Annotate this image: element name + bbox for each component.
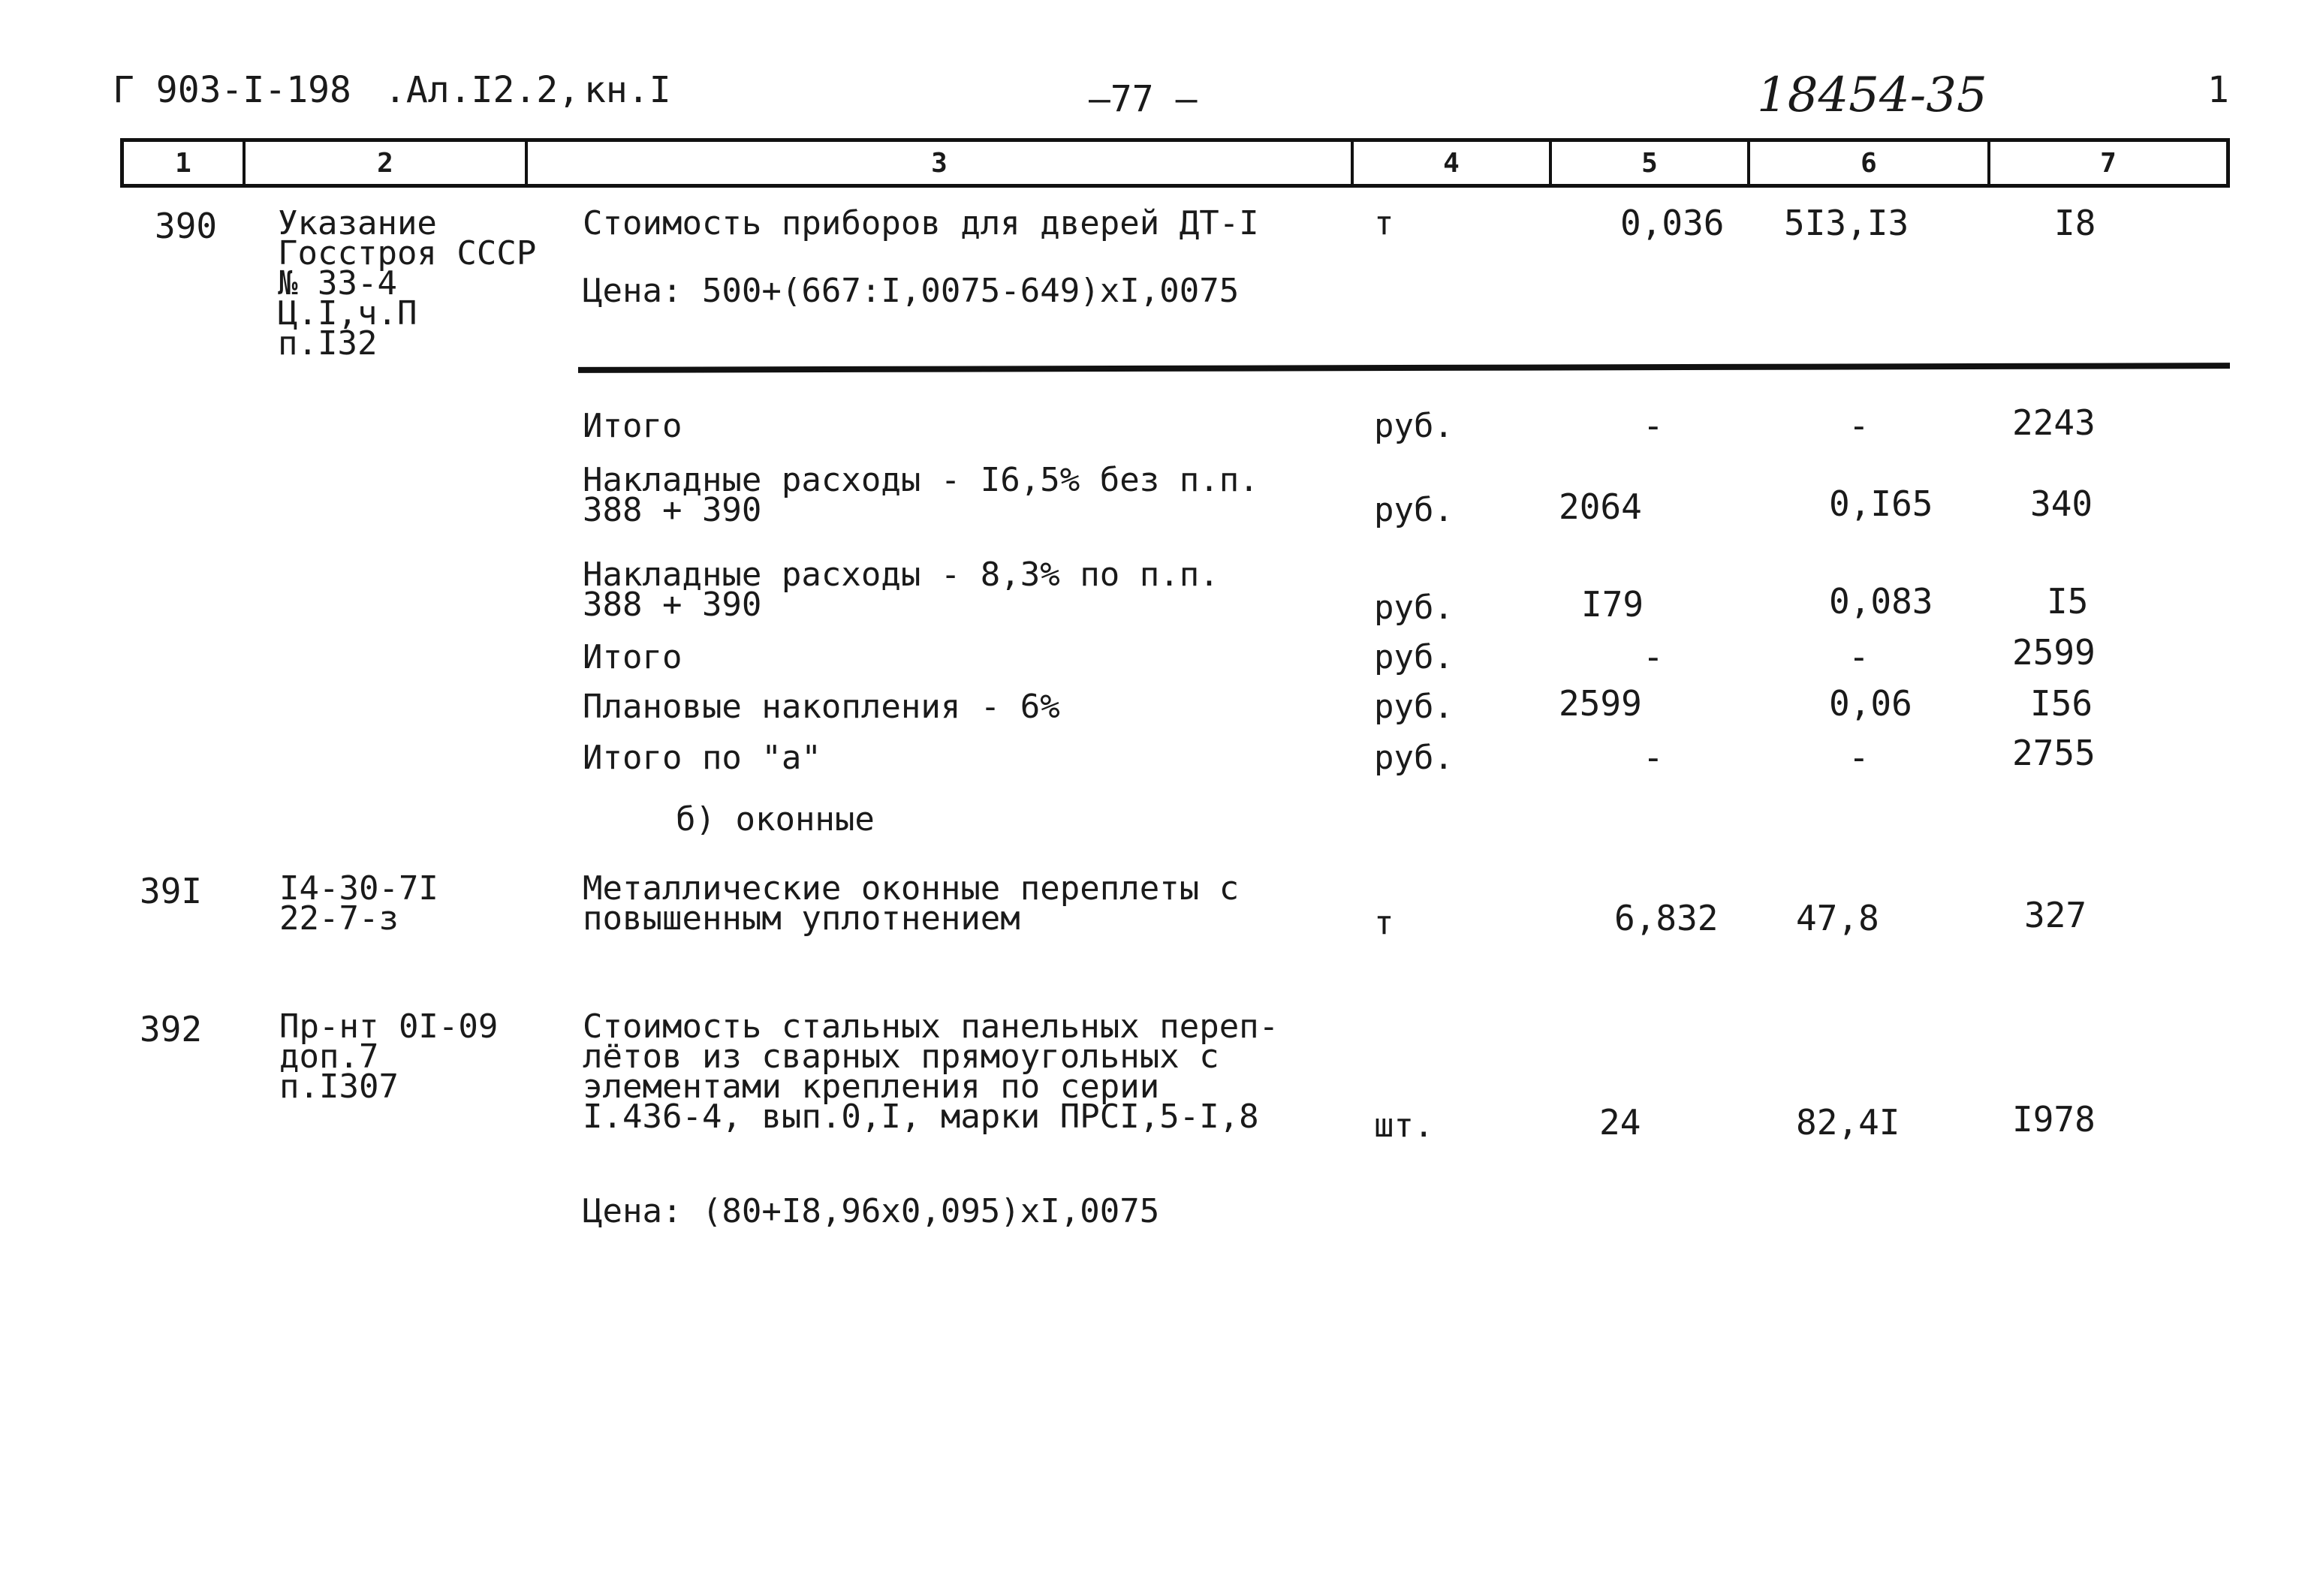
subtotal-2-col5: - — [1643, 637, 1664, 677]
planned-savings-base: 2599 — [1559, 683, 1642, 724]
overhead-1-base: 2064 — [1559, 486, 1642, 527]
row-392-price-formula: Цена: (80+I8,96x0,095)xI,0075 — [583, 1192, 1160, 1230]
row-390-number: 390 — [155, 206, 218, 246]
row-390-unit: т — [1374, 204, 1394, 242]
row-392-total: I978 — [2012, 1099, 2096, 1140]
row-392-quantity: 24 — [1599, 1102, 1641, 1143]
album-reference: .Ал.I2.2, — [384, 69, 580, 111]
overhead-2-unit: руб. — [1374, 589, 1454, 627]
row-391-unit: т — [1374, 904, 1394, 942]
overhead-1-rate: 0,I65 — [1829, 483, 1933, 524]
subtotal-2-unit: руб. — [1374, 638, 1454, 676]
handwritten-reference: 18454-35 — [1757, 68, 1987, 123]
overhead-2-rate: 0,083 — [1829, 581, 1933, 622]
row-391-quantity: 6,832 — [1614, 898, 1719, 938]
row-390-quantity: 0,036 — [1620, 203, 1725, 243]
overhead-2-total: I5 — [2047, 581, 2089, 622]
section-b-heading: б) оконные — [676, 800, 875, 839]
row-391-basis: I4-30-7I 22-7-з — [279, 869, 438, 938]
column-header-row — [120, 138, 2230, 188]
row-392-basis: Пр-нт 0I-09 доп.7 п.I307 — [279, 1007, 499, 1106]
total-a-unit: руб. — [1374, 739, 1454, 777]
book-reference: кн.I — [584, 69, 671, 111]
subtotal-2-total: 2599 — [2012, 632, 2096, 673]
subtotal-1-total: 2243 — [2012, 402, 2096, 443]
column-header-6: 6 — [1750, 142, 1990, 184]
row-390-price-formula: Цена: 500+(667:I,0075-649)xI,0075 — [583, 272, 1240, 310]
row-392-unit: шт. — [1374, 1107, 1434, 1145]
subtotal-1-col6: - — [1849, 405, 1870, 446]
planned-savings-total: I56 — [2030, 683, 2093, 724]
row-391-unit-price: 47,8 — [1796, 898, 1879, 938]
column-header-5: 5 — [1552, 142, 1750, 184]
row-391-number: 39I — [140, 871, 203, 911]
corner-mark: 1 — [2207, 69, 2229, 111]
total-a-total: 2755 — [2012, 733, 2096, 773]
overhead-1-unit: руб. — [1374, 491, 1454, 529]
subtotal-2-col6: - — [1849, 637, 1870, 677]
section-divider — [578, 363, 2230, 373]
subtotal-1-col5: - — [1643, 405, 1664, 446]
overhead-2-base: I79 — [1581, 584, 1644, 625]
column-header-4: 4 — [1354, 142, 1552, 184]
column-header-2: 2 — [246, 142, 528, 184]
column-header-7: 7 — [2100, 147, 2117, 179]
planned-savings-unit: руб. — [1374, 688, 1454, 726]
row-392-number: 392 — [140, 1009, 203, 1049]
document-code: Г 903-I-198 — [113, 69, 351, 111]
overhead-1-label: Накладные расходы - I6,5% без п.п. 388 + 390 — [583, 461, 1259, 529]
row-390-unit-price: 5I3,I3 — [1784, 203, 1909, 243]
planned-savings-rate: 0,06 — [1829, 683, 1912, 724]
row-391-description: Металлические оконные переплеты с повышенным уплотнением — [583, 869, 1240, 938]
overhead-1-total: 340 — [2030, 483, 2093, 524]
planned-savings-label: Плановые накопления - 6% — [583, 688, 1060, 726]
overhead-2-label: Накладные расходы - 8,3% по п.п. 388 + 390 — [583, 556, 1219, 624]
row-390-total: I8 — [2054, 203, 2096, 243]
column-header-1: 1 — [124, 142, 246, 184]
subtotal-1-label: Итого — [583, 407, 682, 445]
total-a-col6: - — [1849, 737, 1870, 778]
row-390-description: Стоимость приборов для дверей ДТ-I — [583, 204, 1259, 242]
column-header-3: 3 — [528, 142, 1354, 184]
row-390-basis: Указание Госстроя СССР № 33-4 Ц.I,ч.П п.I32 — [278, 204, 537, 363]
total-a-label: Итого по "а" — [583, 739, 821, 777]
row-392-unit-price: 82,4I — [1796, 1102, 1900, 1143]
row-391-total: 327 — [2024, 895, 2087, 935]
page-number: —77 — — [1089, 78, 1198, 120]
subtotal-1-unit: руб. — [1374, 407, 1454, 445]
subtotal-2-label: Итого — [583, 638, 682, 676]
row-392-description: Стоимость стальных панельных переп- лётов из сварных прямоугольных с элементами крепления по серии I.436-4, вып.0,I, марки ПРСI,5-I,8 — [583, 1007, 1279, 1136]
total-a-col5: - — [1643, 737, 1664, 778]
